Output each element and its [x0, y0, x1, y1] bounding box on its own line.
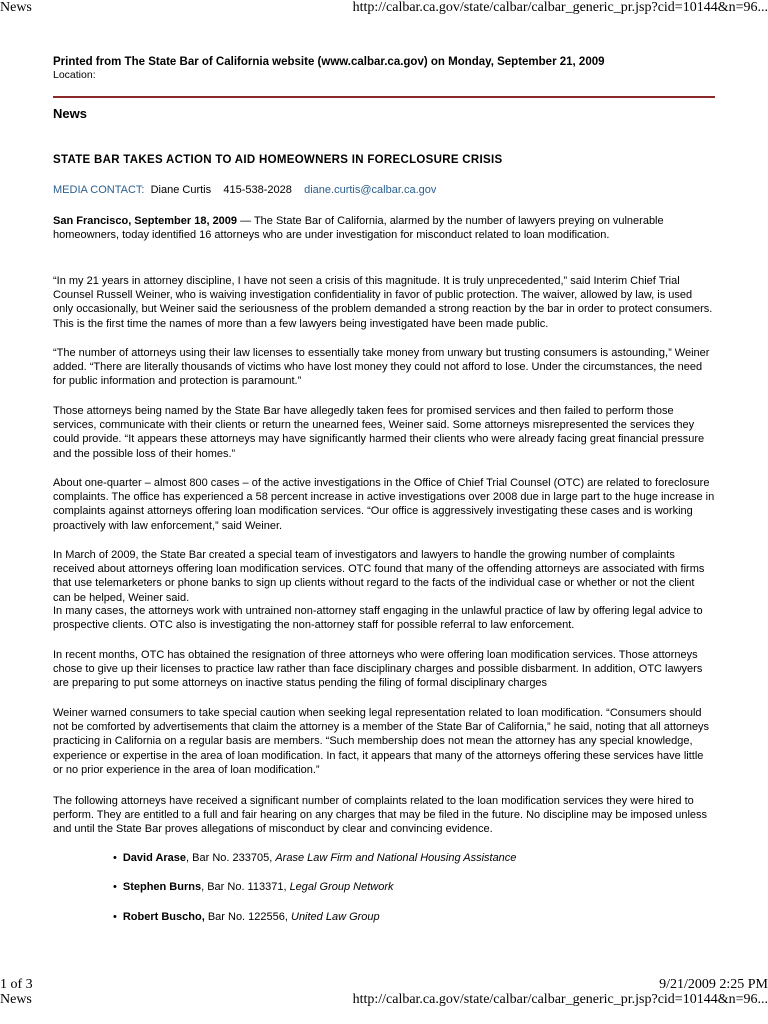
dateline: San Francisco, September 18, 2009 [53, 215, 238, 227]
media-contact-label: MEDIA CONTACT: [53, 184, 145, 196]
bullet-icon: • [113, 852, 117, 864]
list-item [113, 852, 516, 864]
list-item [113, 911, 380, 923]
body-paragraph: In many cases, the attorneys work with untrained non-attorney staff engaging in the unlawful practice of law by offering legal advice to prospective clients. OTC also is investigating the non-attorney staff for possible referral to law enforcement. [53, 605, 703, 632]
attorney-firm: Arase Law Firm and National Housing Assistance [275, 852, 517, 864]
body-paragraph: About one-quarter – almost 800 cases – of the active investigations in the Office of Chief Trial Counsel (OTC) are related to foreclosure complaints. The office has experienced a 58 percent increase in active investigations over 2008 due in large part to the huge increase in complaints against attorneys offering loan modification services. “Our office is aggressively investigating these cases and is working proactively with law enforcement,” said Weiner. [53, 477, 715, 532]
attorney-bar: , Bar No. 233705, [186, 852, 276, 864]
body-paragraph: In recent months, OTC has obtained the resignation of three attorneys who were offering loan modification services. Those attorneys chose to give up their licenses to practice law rather than face disciplinary charges and possible disbarment. In addition, OTC lawyers are preparing to put some attorneys on inactive status pending the filing of formal disciplinary charges [53, 649, 703, 690]
attorney-firm: United Law Group [291, 911, 380, 923]
page-number: 1 of 3 [0, 977, 33, 992]
location-label: Location: [53, 69, 96, 81]
attorney-bar: Bar No. 122556, [204, 911, 291, 923]
media-contact-phone: 415-538-2028 [223, 184, 292, 196]
body-paragraph: “In my 21 years in attorney discipline, I have not seen a crisis of this magnitude. It is truly unprecedented,” said Interim Chief Trial Counsel Russell Weiner, who is waiving investigation confidentiality in favor of public protection. The waiver, allowed by law, is used only occasionally, but Weiner said the seriousness of the problem demanded a strong reaction by the bar in order to protect consumers. This is the first time the names of more than a few lawyers being investigated have been made public. [53, 275, 713, 330]
list-item [113, 881, 394, 893]
printed-info [53, 56, 733, 81]
print-header-url: http://calbar.ca.gov/state/calbar/calbar_generic_pr.jsp?cid=10144&n=96... [352, 0, 768, 15]
header-divider [53, 96, 715, 98]
bullet-icon: • [113, 911, 117, 923]
attorney-name: Stephen Burns [122, 881, 202, 893]
attorney-firm: Legal Group Network [289, 881, 394, 893]
print-datetime: 9/21/2009 2:25 PM [659, 977, 768, 992]
headline: STATE BAR TAKES ACTION TO AID HOMEOWNERS IN FORECLOSURE CRISIS [53, 154, 503, 166]
body-paragraph: In March of 2009, the State Bar created a special team of investigators and lawyers to handle the growing number of complaints received about attorneys offering loan modification services. OTC found that many of the offending attorneys are associated with firms that use telemarketers or phone banks to sign up clients without regard to the facts of the individual case or whether or not the client can be helped, Weiner said. [53, 549, 705, 604]
attorney-name: David Arase [122, 852, 187, 864]
media-contact-name: Diane Curtis [150, 184, 212, 196]
media-contact-email-link[interactable]: diane.curtis@calbar.ca.gov [304, 184, 437, 196]
attorney-bar: , Bar No. 113371, [201, 881, 290, 893]
body-paragraph: Weiner warned consumers to take special caution when seeking legal representation related to loan modification. “Consumers should not be comforted by advertisements that claim the attorney is a member of the State Bar of California,” he said, noting that all attorneys practicing in California on a regular basis are members. “Such membership does not mean the attorney has any special knowledge, experience or expertise in the area of loan modification. In fact, it appears that many of the attorneys offering these services have little or no prior experience in the area of loan modification.” [53, 707, 710, 776]
next-page-header-url: http://calbar.ca.gov/state/calbar/calbar_generic_pr.jsp?cid=10144&n=96... [352, 992, 768, 1007]
print-header-title: News [0, 0, 32, 15]
next-page-header-title: News [0, 992, 32, 1007]
printed-line: Printed from The State Bar of California website (www.calbar.ca.gov) on Monday, September 21, 2009 [53, 56, 605, 68]
body-paragraph: “The number of attorneys using their law licenses to essentially take money from unwary but trusting consumers is astounding,” Weiner added. “There are literally thousands of victims who have lost money they could not afford to lose. Under the circumstances, the need for public information and protection is paramount.” [53, 347, 710, 388]
lead-paragraph [53, 214, 715, 242]
section-title: News [53, 106, 87, 121]
lead-text: — The State Bar of California, alarmed by the number of lawyers preying on vulnerable homeowners, today identified 16 attorneys who are under investigation for misconduct related to loan modification. [53, 215, 664, 242]
body-paragraph: Those attorneys being named by the State Bar have allegedly taken fees for promised services and then failed to perform those services, communicate with their clients or return the unearned fees, Weiner said. Some attorneys misrepresented the services they could provide. “It appears these attorneys may have significantly harmed their clients who were already facing great financial pressure and the possible loss of their homes.” [53, 405, 705, 460]
attorney-name: Robert Buscho, [122, 911, 205, 923]
body-paragraph: The following attorneys have received a significant number of complaints related to the loan modification services they were hired to perform. They are entitled to a full and fair hearing on any charges that may be filed in the future. No discipline may be imposed unless and until the State Bar proves allegations of misconduct by clear and convincing evidence. [53, 795, 708, 836]
media-contact [53, 184, 436, 196]
bullet-icon: • [113, 881, 117, 893]
